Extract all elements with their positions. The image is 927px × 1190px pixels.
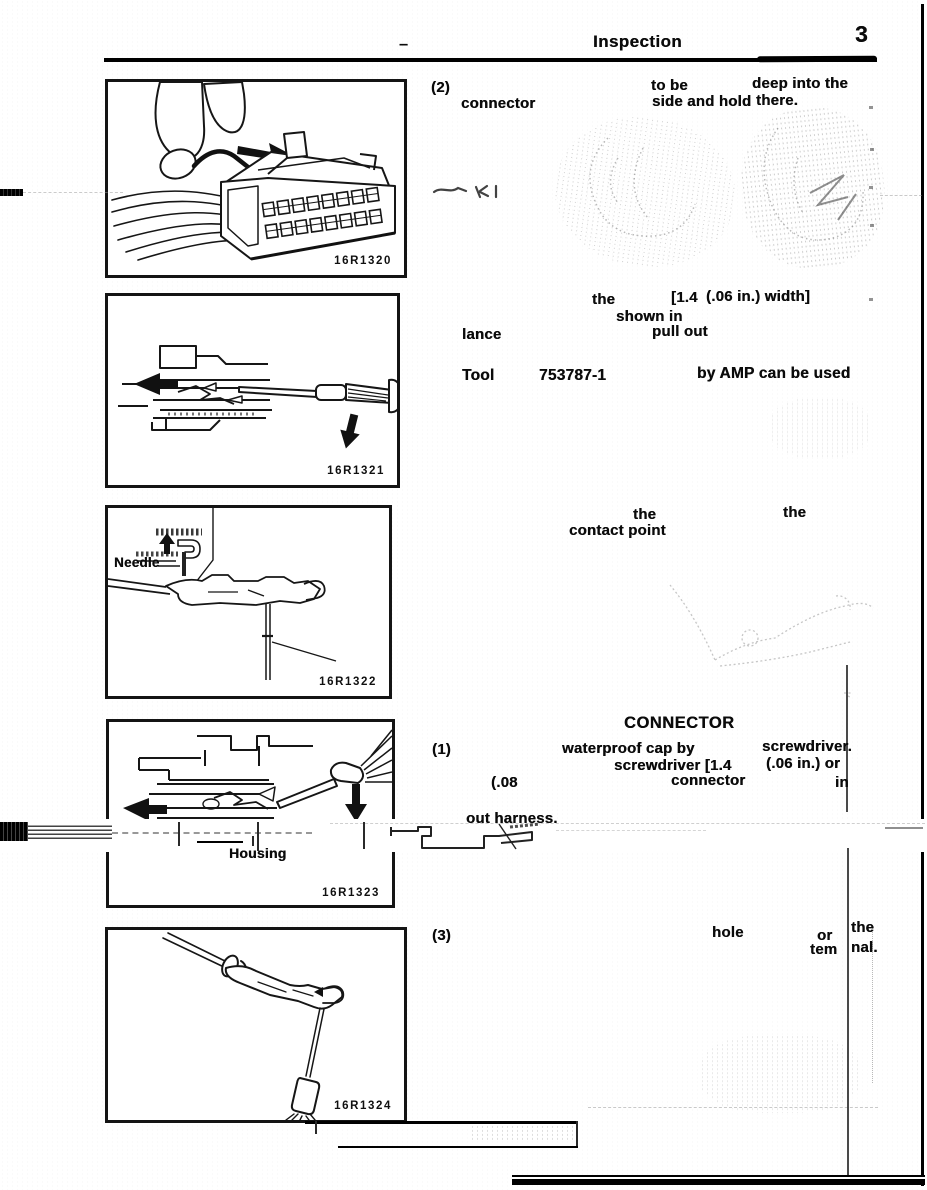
text-fragment: nal. [851, 939, 878, 956]
scan-smudge [700, 1035, 860, 1113]
extraction-tool-illustration [108, 296, 397, 485]
text-fragment: screwdriver [1.4 [614, 757, 732, 774]
bottom-line-right-edge [576, 1121, 578, 1147]
figure-code: 16R1323 [322, 887, 380, 899]
figure-code: 16R1320 [334, 255, 392, 267]
needle-callout-label: Needle [114, 555, 160, 570]
terminal-tool-illustration [108, 930, 404, 1120]
scan-smudge-strokes [548, 98, 898, 283]
figure-terminal-needle [105, 505, 392, 699]
text-fragment: screwdriver. [762, 738, 852, 755]
fold-line [847, 848, 849, 1178]
text-fragment: to be [651, 77, 688, 94]
edge-artifact [869, 186, 873, 189]
page-number: 3 [855, 21, 868, 47]
text-fragment: (.08 [491, 774, 518, 791]
figure-code: 16R1324 [334, 1100, 392, 1112]
text-fragment: (.06 in.) or [766, 755, 841, 772]
bottom-thick-rule [512, 1175, 925, 1185]
edge-artifact [869, 106, 873, 109]
figure-code: 16R1321 [327, 465, 385, 477]
text-fragment: (2) [431, 79, 450, 96]
text-fragment: pull out [652, 323, 708, 340]
scan-artifact-dotted-trail [112, 832, 312, 834]
housing-callout-label: Housing [229, 845, 287, 861]
text-fragment: by AMP can be used [697, 365, 851, 382]
text-fragment: the [592, 291, 616, 308]
text-fragment: tem [810, 941, 838, 958]
text-fragment: [1.4 [671, 289, 698, 306]
text-fragment: the [851, 919, 875, 936]
margin-dash-trail [23, 192, 123, 193]
scan-smudge [770, 398, 870, 458]
text-fragment: the [783, 504, 807, 521]
scan-artifact-dash-right [556, 830, 706, 831]
connector-release-illustration [108, 82, 404, 275]
text-fragment: Tool [462, 367, 495, 384]
text-fragment: or [817, 927, 833, 944]
text-fragment: (1) [432, 741, 451, 758]
section-heading: CONNECTOR [624, 714, 735, 732]
margin-dash-mark [0, 189, 23, 196]
figure-extraction-tool [105, 293, 400, 488]
text-fragment: lance [462, 326, 502, 343]
scan-edge-line [921, 4, 924, 1186]
text-fragment: connector [671, 772, 746, 789]
scan-artifact-black-strip [0, 822, 28, 841]
housing-screwdriver-illustration [109, 722, 392, 905]
ghost-sketch [600, 560, 900, 715]
terminal-needle-illustration [108, 508, 389, 696]
edge-artifact [869, 298, 873, 301]
housing-underline [197, 841, 243, 843]
bottom-line-left-hook [315, 1121, 317, 1134]
housing-tick [178, 822, 180, 846]
header-dash-mark: – [399, 36, 409, 53]
text-fragment: in [835, 774, 849, 791]
text-fragment: waterproof cap by [562, 740, 695, 757]
text-fragment: out harness. [466, 810, 558, 827]
figure-terminal-tool [105, 927, 407, 1123]
text-fragment: deep into the [752, 75, 848, 92]
text-fragment: shown in [616, 308, 683, 325]
text-fragment: contact point [569, 522, 666, 539]
text-fragment: side and hold [652, 93, 752, 110]
stray-marks [432, 183, 502, 201]
housing-tick [363, 822, 365, 849]
text-fragment: (3) [432, 927, 451, 944]
figure-housing-screwdriver [106, 719, 395, 908]
figure-code: 16R1322 [319, 676, 377, 688]
edge-artifact [870, 224, 874, 227]
scan-artifact-striped-strip [28, 825, 112, 839]
text-fragment: connector [461, 95, 536, 112]
text-fragment: 753787-1 [539, 367, 607, 384]
bottom-smudge-text [470, 1125, 582, 1141]
text-fragment: the [633, 506, 657, 523]
header-rule-smudge [757, 56, 877, 62]
edge-artifact [870, 148, 874, 151]
edge-artifact-dash [880, 195, 922, 196]
bottom-line-lower [338, 1146, 578, 1148]
bottom-dash-trail [588, 1107, 878, 1108]
bottom-line-top [305, 1121, 578, 1124]
figure-connector-release [105, 79, 407, 278]
text-fragment: (.06 in.) width] [706, 288, 811, 305]
scan-artifact-dash-edge [885, 827, 923, 829]
text-fragment: there. [756, 92, 799, 109]
text-fragment: hole [712, 924, 744, 941]
page-title: Inspection [593, 32, 683, 51]
